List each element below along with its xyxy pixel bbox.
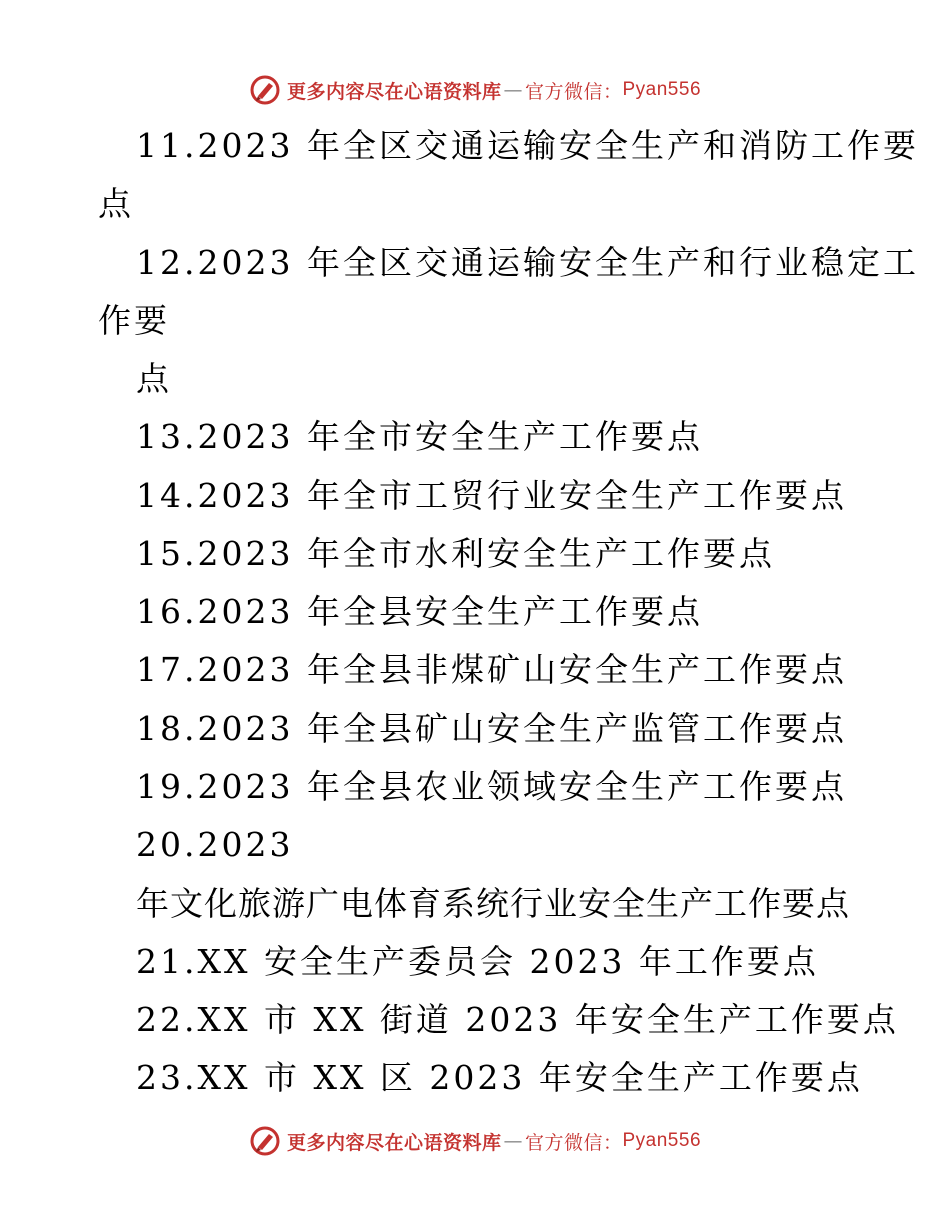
footer-watermark [0,1123,950,1159]
watermark-sub-text: 官方微信： [524,1131,623,1154]
watermark-separator: — [503,79,523,101]
list-item-19: 19.2023 年全县农业领域安全生产工作要点 [136,767,847,806]
list-item-11: 11.2023 年全区交通运输安全生产和消防工作要 [136,126,919,165]
list-item-12: 12.2023 年全区交通运输安全生产和行业稳定工 [136,243,919,282]
watermark-separator: — [503,1130,523,1152]
list-item-18: 18.2023 年全县矿山安全生产监管工作要点 [136,709,847,748]
list-item-12-cont: 作要 [98,301,170,340]
header-watermark [0,72,950,108]
watermark-sub-text: 官方微信： [524,80,623,103]
list-item-20-cont: 年文化旅游广电体育系统行业安全生产工作要点 [136,884,850,923]
list-item-23: 23.XX 市 XX 区 2023 年安全生产工作要点 [136,1058,863,1097]
list-item-12-cont2: 点 [136,359,172,398]
list-item-17: 17.2023 年全县非煤矿山安全生产工作要点 [136,650,847,689]
pen-logo-icon [249,1125,281,1157]
list-item-14: 14.2023 年全市工贸行业安全生产工作要点 [136,476,847,515]
list-item-21: 21.XX 安全生产委员会 2023 年工作要点 [136,942,819,981]
list-item-16: 16.2023 年全县安全生产工作要点 [136,592,703,631]
watermark-main-text: 更多内容尽在心语资料库 [286,80,502,103]
watermark-wechat-id: Pyan556 [622,1130,702,1151]
list-item-15: 15.2023 年全市水利安全生产工作要点 [136,534,775,573]
list-item-11-cont: 点 [98,184,134,223]
pen-logo-icon [249,74,281,106]
list-item-22: 22.XX 市 XX 街道 2023 年安全生产工作要点 [136,1000,899,1039]
list-item-20: 20.2023 [136,825,294,864]
watermark-main-text: 更多内容尽在心语资料库 [286,1131,502,1154]
watermark-wechat-id: Pyan556 [622,79,702,100]
list-item-13: 13.2023 年全市安全生产工作要点 [136,417,703,456]
